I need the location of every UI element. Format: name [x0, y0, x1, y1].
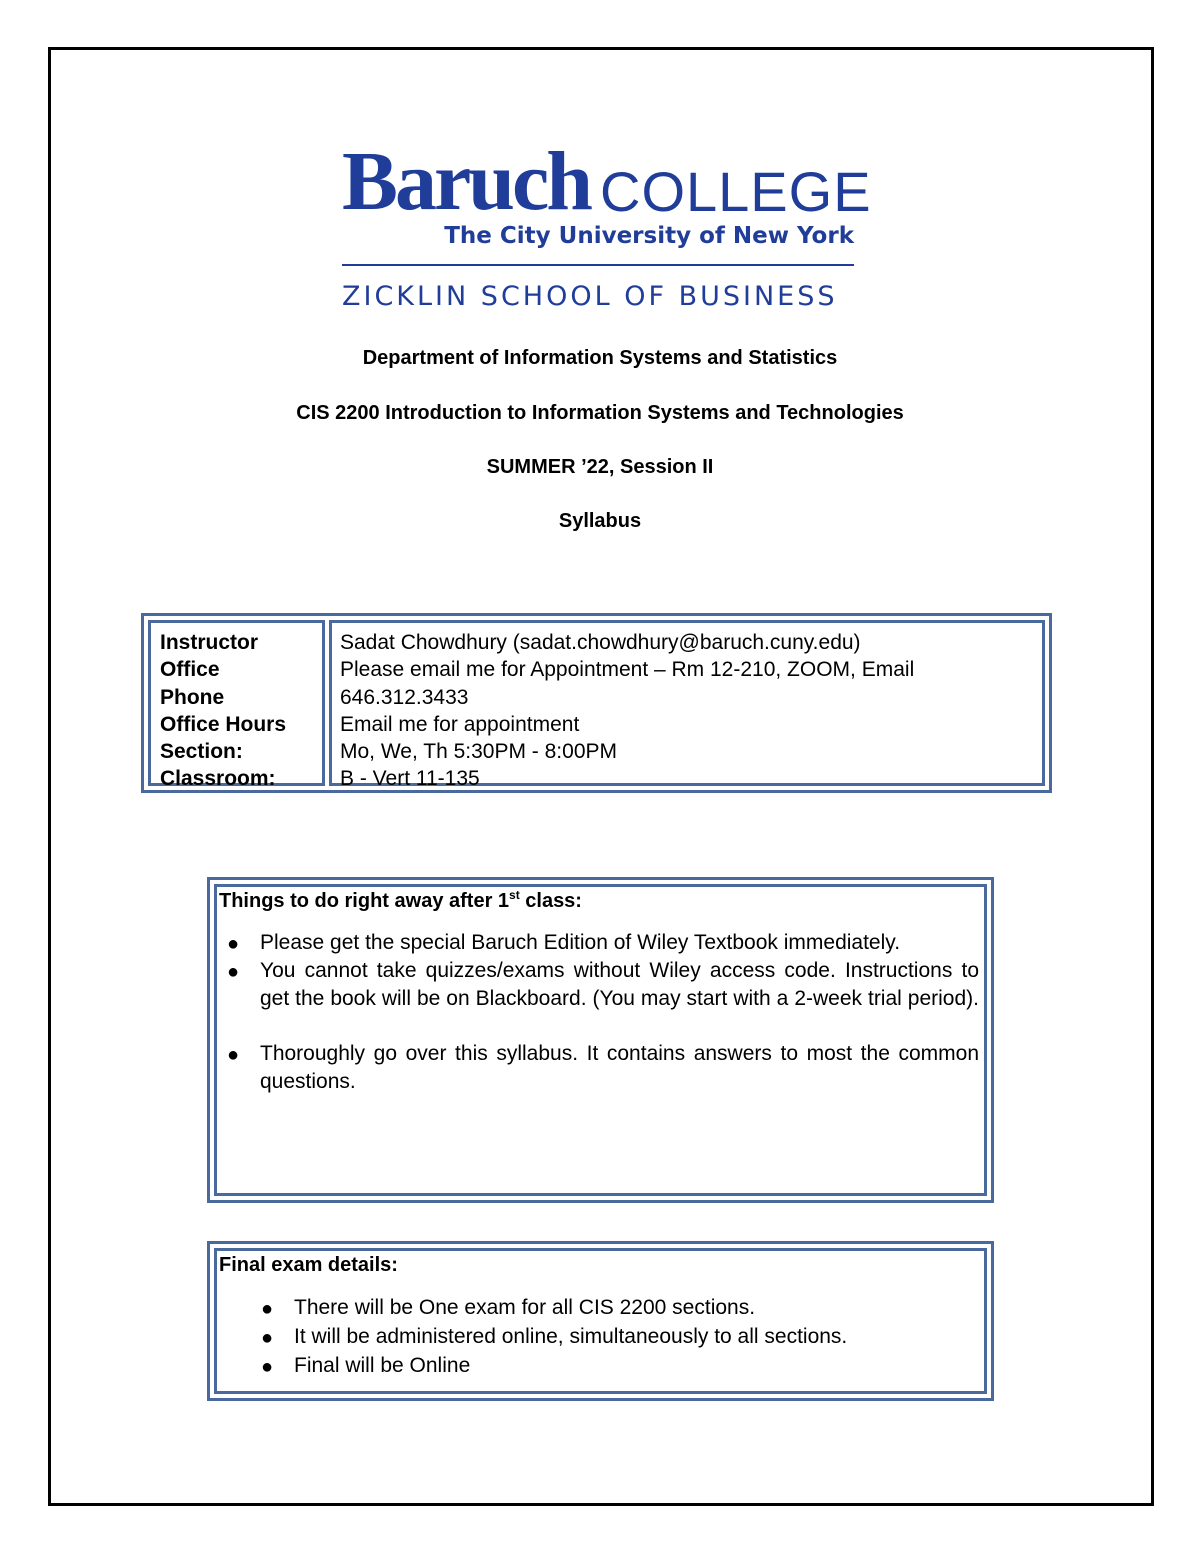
- office-value: Please email me for Appointment – Rm 12-210, ZOOM, Email: [340, 658, 915, 681]
- bullet-icon: ●: [261, 1327, 274, 1349]
- office-label: Office: [160, 658, 220, 681]
- todo-item-1: Please get the special Baruch Edition of Wiley Textbook immediately.: [260, 931, 901, 954]
- final-exam-box: [207, 1241, 994, 1401]
- final-item-1: There will be One exam for all CIS 2200 sections.: [294, 1296, 756, 1319]
- phone-label: Phone: [160, 686, 225, 709]
- logo-college-text: COLLEGE: [600, 160, 872, 223]
- office-hours-label: Office Hours: [160, 713, 287, 736]
- syllabus-heading: Syllabus: [558, 510, 642, 532]
- course-info-table: [141, 613, 1052, 793]
- final-item-3: Final will be Online: [294, 1354, 471, 1377]
- classroom-value: B - Vert 11-135: [340, 767, 480, 790]
- bullet-icon: ●: [261, 1356, 274, 1378]
- baruch-college-logo: [342, 135, 872, 315]
- bullet-icon: ●: [261, 1298, 274, 1320]
- logo-divider: [342, 264, 854, 266]
- logo-cuny-text: The City University of New York: [444, 223, 854, 249]
- section-label: Section:: [160, 740, 243, 763]
- section-value: Mo, We, Th 5:30PM - 8:00PM: [340, 740, 617, 763]
- logo-zicklin-text: ZICKLIN SCHOOL OF BUSINESS: [342, 281, 838, 312]
- phone-value: 646.312.3433: [340, 686, 469, 709]
- info-labels-column: [148, 620, 325, 790]
- todo-item-3: Thoroughly go over this syllabus. It contains answers to most the common questions.: [260, 1042, 979, 1093]
- instructor-label: Instructor: [160, 631, 259, 654]
- term-heading: SUMMER ’22, Session II: [486, 456, 714, 478]
- todo-box: [207, 877, 994, 1203]
- department-heading: Department of Information Systems and Statistics: [362, 347, 838, 369]
- classroom-label: Classroom:: [160, 767, 276, 790]
- todo-title: Things to do right away after 1st class:: [219, 888, 582, 912]
- instructor-value: Sadat Chowdhury (sadat.chowdhury@baruch.cuny.edu): [340, 631, 861, 654]
- info-values-column: [329, 620, 1045, 790]
- todo-item-2: You cannot take quizzes/exams without Wiley access code. Instructions to get the book will be on Blackboard. (You may start with a 2-week trial period).: [260, 959, 979, 1010]
- final-exam-title: Final exam details:: [219, 1254, 398, 1276]
- final-item-2: It will be administered online, simultaneously to all sections.: [294, 1325, 848, 1348]
- office-hours-value: Email me for appointment: [340, 713, 580, 736]
- logo-baruch-text: Baruch: [342, 135, 591, 228]
- bullet-icon: ●: [227, 933, 240, 955]
- course-heading: CIS 2200 Introduction to Information Systems and Technologies: [296, 402, 904, 424]
- bullet-icon: ●: [227, 961, 240, 983]
- bullet-icon: ●: [227, 1044, 240, 1066]
